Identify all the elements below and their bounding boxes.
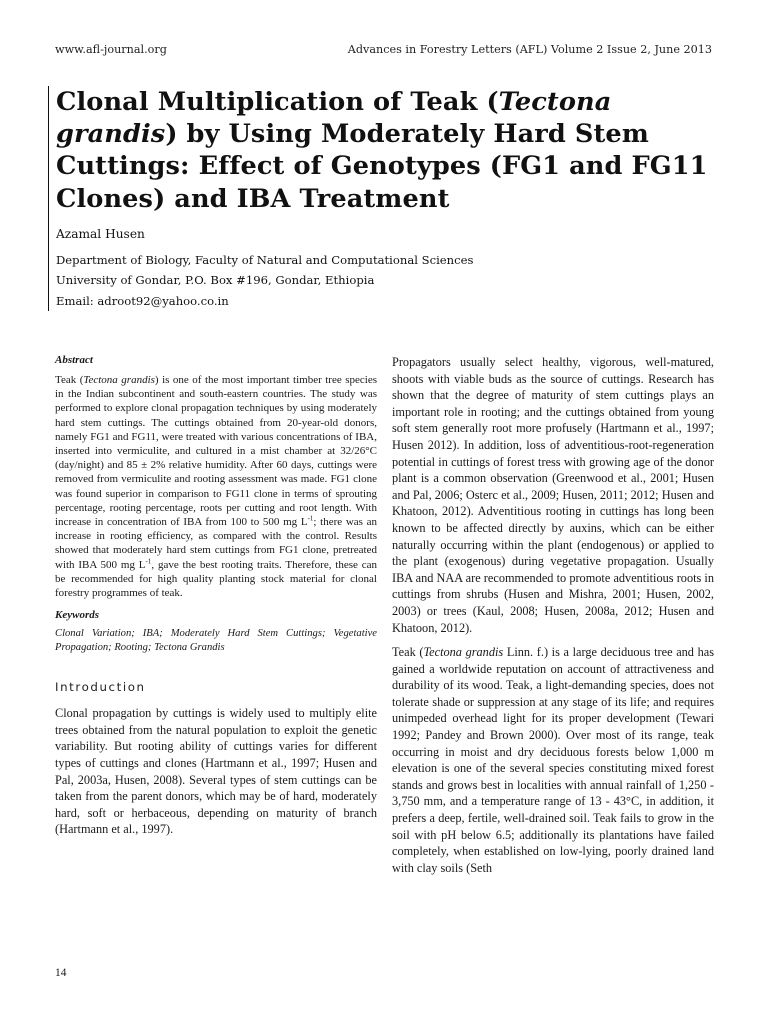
author-name: Azamal Husen [56, 226, 145, 241]
email-link[interactable]: adroot92@yahoo.co.in [97, 293, 229, 308]
abstract-heading: Abstract [55, 354, 93, 366]
introduction-paragraph: Clonal propagation by cuttings is widely used to multiply elite trees obtained from the natural population to exploit the genetic variability. But rooting ability of cuttings varies for different types of cuttings and clones (Hartmann et al., 1997; Husen and Pal, 2003a, Husen, 2008). Several types of stem cuttings can be taken from the parent donors, which may be of hard, moderately hard, soft or herbaceous, depending on maturity of branch (Hartmann et al., 1997). [55, 706, 377, 837]
journal-url: www.afl-journal.org [55, 43, 167, 56]
abstract-text: Teak (Tectona grandis) is one of the most important timber tree species in the Indian subcontinent and south-eastern countries. The study was performed to explore clonal propagation techniques by using moderately hard stem cuttings. The cuttings obtained from 20-year-old donors, namely FG1 and FG11, were treated with various concentrations of IBA, inserted into vermiculite, and cultured in a mist chamber at 32/26°C (day/night) and 85 ± 2% relative humidity. After 60 days, cuttings were removed from vermiculite and rooting assessment was made. FG1 clone was found superior in comparison to FG11 clone in terms of sprouting percentage, rooting percentage, roots per cutting and root length. With increase in concentration of IBA from 100 to 500 mg $L^{-1}$; there was an increase in rooting efficiency, as compared with the control. Results showed that moderately hard stem cuttings from FG1 clone, pretreated with IBA 500 mg $L^{-1}$, gave the best rooting traits. Therefore, these can be recommended for high quality planting stock material for clonal forestry programmes of teak. [55, 374, 378, 600]
keywords-text: Clonal Variation; IBA; Moderately Hard Stem Cuttings; Vegetative Propagation; Rooting; Tectona Grandis [55, 628, 377, 654]
page-number: 14 [55, 967, 67, 979]
affiliation-department: Department of Biology, Faculty of Natural and Computational Sciences [56, 252, 474, 267]
affiliation [56, 250, 721, 312]
keywords-heading: Keywords [55, 609, 99, 622]
journal-issue: Advances in Forestry Letters (AFL) Volume 2 Issue 2, June 2013 [347, 43, 712, 56]
paper-title: Clonal Multiplication of Teak (Tectona grandis) by Using Moderately Hard Stem Cuttings: Effect of Genotypes (FG1 and FG11 Clones) and IBA Treatment [56, 87, 708, 214]
body-paragraph-2: Teak (Tectona grandis Linn. f.) is a large deciduous tree and has gained a worldwide reputation on account of attractiveness and durability of its wood. Teak, a light-demanding species, does not tolerate shade or suppression at any stage of its life; and requires unimpeded overhead light for its proper development (Tewari 1992; Pandey and Brown 2000). Over most of its range, teak occurring in moist and dry deciduous forests below 1,000 m elevation is one of the several species constituting mixed forest stands and grows best in localities with annual rainfall of 1,250 - 3,750 mm, and a temperature range of 13 - 43°C, in addition, it prefers a deep, fertile, well-drained soil. Teak fails to grow in the soil with pH below 6.5; additionally its plantations have failed completely, when established on low-lying, poorly drained land with clay soils (Seth [392, 645, 714, 875]
body-paragraph-1: Propagators usually select healthy, vigorous, well-matured, shoots with viable buds as the source of cuttings. Research has shown that the degree of maturity of stem cuttings plays an important role in rooting; and the cuttings obtained from young soft stem generally root more profusely (Hartmann et al., 1997; Husen 2012). In addition, loss of adventitious-root-regeneration potential in cuttings of forest tress with growing age of the donor plant is a common observation (Greenwood et al., 2001; Husen and Pal, 2006; Osterc et al., 2009; Husen, 2011; 2012; Husen and Khatoon, 2012). Adventitious rooting in cuttings has long been known to be affected directly by auxins, which can be either naturally occurring within the plant (endogenous) or applied to the plant (exogenous) during vegetative propagation. Usually IBA and NAA are recommended to promote adventitious roots in cuttings from shrubs (Husen and Mishra, 2001; Husen, 2002, 2003) or trees (Kaul, 2008; Husen, 2008a, 2012; Husen and Khatoon, 2012). [392, 355, 714, 635]
affiliation-email: Email: adroot92@yahoo.co.in [56, 293, 229, 308]
species-name: Tectona grandis [56, 87, 612, 150]
right-column [392, 354, 714, 876]
title-block [48, 86, 721, 311]
introduction-heading: Introduction [55, 680, 146, 695]
affiliation-university: University of Gondar, P.O. Box #196, Gondar, Ethiopia [56, 273, 375, 288]
left-column [55, 354, 377, 838]
